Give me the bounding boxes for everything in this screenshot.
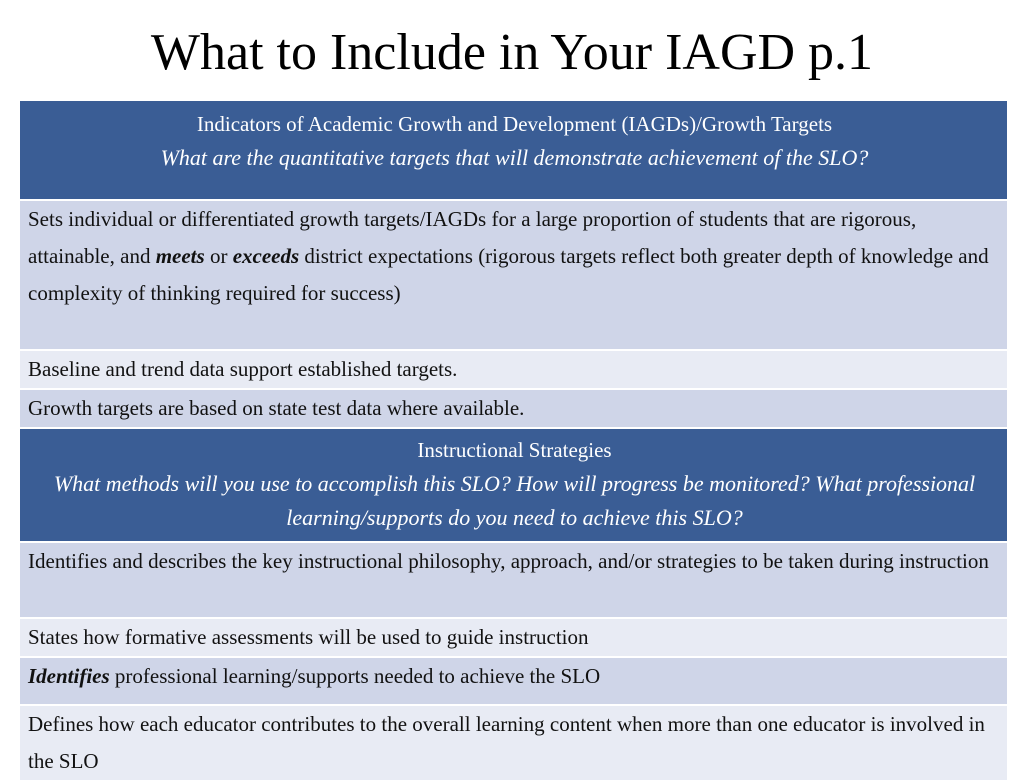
- row-emphasis: exceeds: [232, 244, 300, 268]
- table-row: [20, 350, 1007, 389]
- section-header-cell: [20, 100, 1007, 200]
- table-row: [20, 200, 1007, 350]
- table-row: [20, 657, 1007, 705]
- section-header-cell: [20, 428, 1007, 542]
- row-lead: States: [28, 625, 79, 649]
- row-text: district expectations (rigorous targets reflect both greater depth of knowledge and complexity of thinking required for success): [28, 244, 989, 305]
- section-header-question: What methods will you use to accomplish this SLO? How will progress be monitored? What professional learning/supports do you need to achieve this SLO?: [53, 471, 976, 530]
- section-header-instructional-strategies: [20, 428, 1007, 542]
- table-cell: [20, 542, 1007, 618]
- table-row: [20, 542, 1007, 618]
- table-cell: [20, 350, 1007, 389]
- row-text: how formative assessments will be used to guide instruction: [78, 625, 589, 649]
- row-text: Sets individual or differentiated growth targets/IAGDs for a large proportion of students that are rigorous, attainable, and: [28, 207, 917, 268]
- row-text: Defines how each educator contributes to the overall learning content when more than one educator is involved in the SLO: [28, 712, 985, 773]
- row-lead: Identifies: [28, 664, 110, 688]
- table-row: [20, 618, 1007, 657]
- row-text: Baseline and trend data support established targets.: [28, 357, 458, 381]
- row-text: professional learning/supports needed to achieve the SLO: [109, 664, 601, 688]
- section-header-question: What are the quantitative targets that will demonstrate achievement of the SLO?: [160, 145, 869, 170]
- section-header-title: Instructional Strategies: [417, 438, 612, 462]
- table-row: [20, 705, 1007, 780]
- page-title: What to Include in Your IAGD p.1: [150, 24, 874, 81]
- table-cell: [20, 618, 1007, 657]
- row-text: Growth targets are based on state test data where available.: [28, 396, 525, 420]
- table-cell: [20, 200, 1007, 350]
- iagd-rubric-table: [20, 99, 1007, 780]
- table-row: [20, 389, 1007, 428]
- row-text: or: [204, 244, 233, 268]
- row-text: Identifies and describes the key instructional philosophy, approach, and/or strategies to be taken during instruction: [28, 549, 989, 573]
- table-cell: [20, 705, 1007, 780]
- table-cell: [20, 657, 1007, 705]
- row-emphasis: meets: [155, 244, 205, 268]
- section-header-iagd: [20, 100, 1007, 200]
- section-header-title: Indicators of Academic Growth and Development (IAGDs)/Growth Targets: [196, 112, 833, 136]
- table-cell: [20, 389, 1007, 428]
